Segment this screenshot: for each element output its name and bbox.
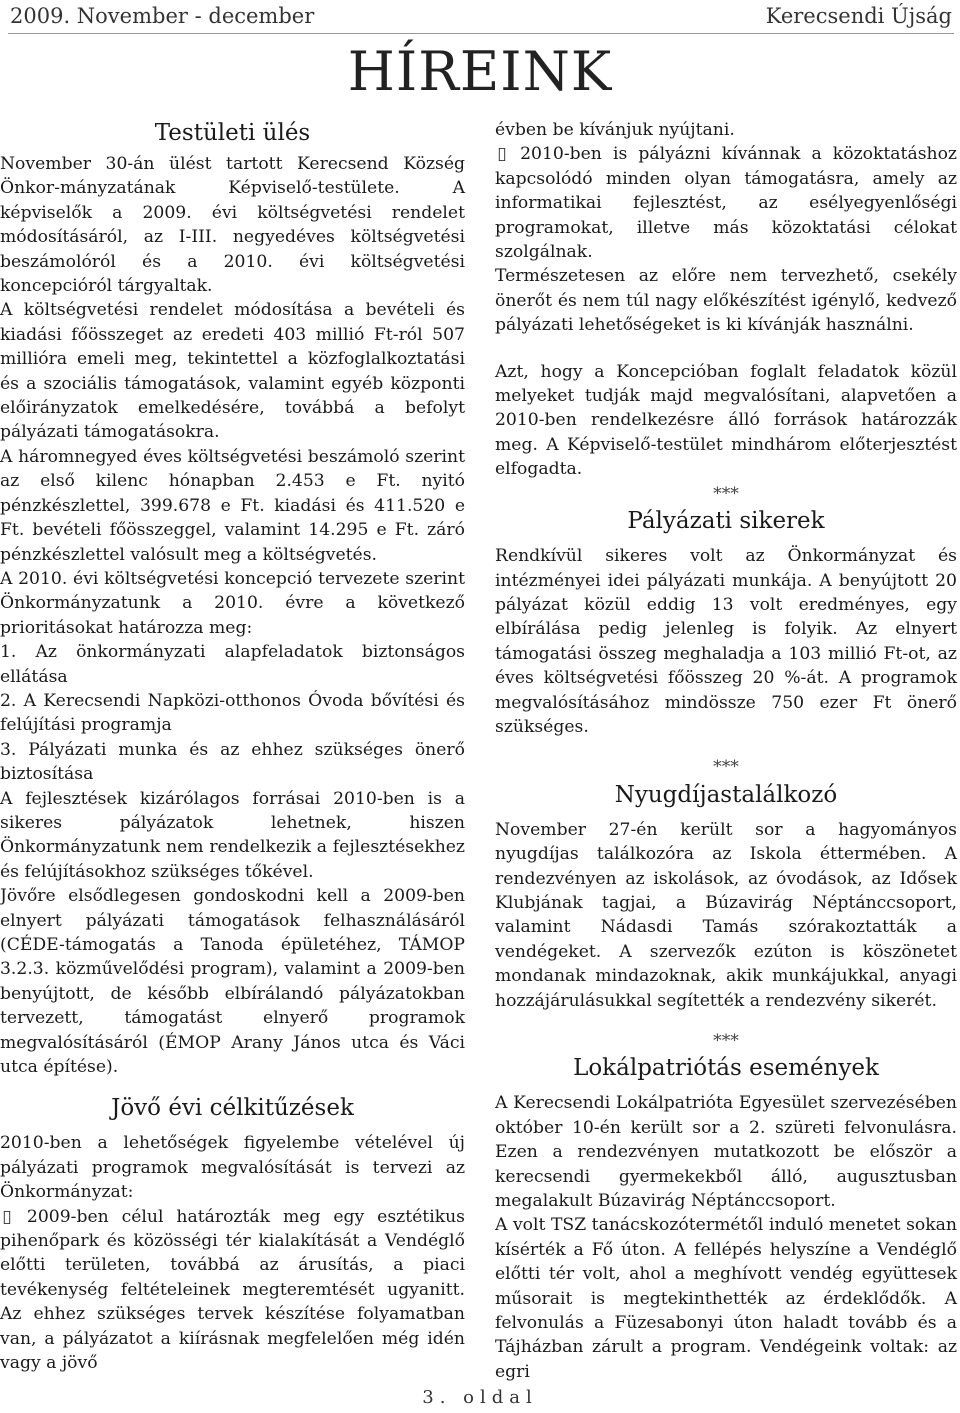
paragraph: évben be kívánjuk nyújtani. — [495, 120, 735, 140]
paragraph: A költségvetési rendelet módosítása a bevételi és kiadási főösszeget az eredeti 403 millió Ft-ról 507 millióra emeli meg, tekintettel a közfoglalkoztatási és a szociális támogatások, valamint egyéb központi előirányzatok emelkedésére, továbbá a befolyt pályázati támogatásokra. — [0, 300, 465, 443]
paragraph: A háromnegyed éves költségvetési beszámoló szerint az első kilenc hónapban 2.453 e Ft. nyitó pénzkészlettel, 399.678 e Ft. kiadási és 411.520 e Ft. bevételi főösszeggel, valamint 14.295 e Ft. záró pénzkészlettel valósult meg a költségvetés. — [0, 446, 465, 565]
paragraph: A volt TSZ tanácskozótermétől induló menetet sokan kísérték a Fő úton. A fellépés helyszíne a Vendéglő előtti tér volt, ahol a meghívott vendég együttesek műsorait is megtekinthették az érdeklődők. A felvonulás a Füzesabonyi úton haladt tovább és a Tájházban zárult a program. Vendégeink voltak: az egri — [495, 1215, 957, 1382]
paragraph: 2010-ben a lehetőségek figyelembe vételével új pályázati programok megvalósítását is tervezi az Önkormányzat: — [0, 1133, 465, 1203]
paragraph: A 2010. évi költségvetési koncepció tervezete szerint Önkormányzatunk a 2010. évre a következő prioritásokat határozza meg: — [0, 568, 465, 638]
priority-item-3: 3. Pályázati munka és az ehhez szükséges önerő biztosítása — [0, 739, 465, 785]
page-number: 3. oldal — [422, 1387, 538, 1408]
header-divider — [8, 33, 954, 34]
separator-stars: *** — [713, 1031, 739, 1051]
paragraph: Jövőre elsődlegesen gondoskodni kell a 2009-ben elnyert pályázati támogatások felhasználásáról (CÉDE-támogatás a Tanoda épületéhez, TÁMOP 3.2.3. közművelődési program), valamint a 2009-ben benyújtott, de később elbírálandó pályázatokban tervezett, támogatást elnyerő programok megvalósításáról (ÉMOP Arany János utca és Váci utca építése). — [0, 886, 465, 1078]
separator-stars: *** — [713, 757, 739, 778]
article-heading-palyazati-sikerek: Pályázati sikerek — [627, 508, 825, 535]
bullet-icon: ▯ — [2, 1206, 12, 1227]
article-heading-nyugdijastalalkozo: Nyugdíjastalálkozó — [614, 781, 838, 808]
bullet-paragraph: ▯ 2009-ben célul határozták meg egy esztétikus pihenőpark és közösségi tér kialakítását a Vendéglő előtti területen, továbbá az árusítás, a piaci tevékenység feltételeinek megteremtését ugyanitt. Az ehhez szükséges tervek készítése folyamatban van, a pályázatot a kiírásnak megfelelően még idén vagy a jövő — [0, 1206, 465, 1374]
issue-date: 2009. November - december — [10, 4, 315, 28]
paragraph: Azt, hogy a Koncepcióban foglalt feladatok közül melyeket tudják majd megvalósítani, alapvetően a 2010-ben rendelkezésre álló források határozzák meg. A Képviselő-testület mindhárom előterjesztést elfogadta. — [495, 361, 957, 480]
right-column — [495, 118, 957, 1384]
priority-item-2: 2. A Kerecsendi Napközi-otthonos Óvoda bővítési és felújítási programja — [0, 690, 465, 736]
paragraph: A fejlesztések kizárólagos forrásai 2010-ben is a sikeres pályázatok lehetnek, hiszen Önkormányzatunk nem rendelkezik a fejlesztésekhez és felújításokhoz szükséges tőkével. — [0, 788, 465, 882]
left-column — [0, 118, 465, 1376]
paragraph: Természetesen az előre nem tervezhető, csekély önerőt és nem túl nagy előkészítést igénylő, kedvező pályázati lehetőségeket is ki kívánják használni. — [495, 266, 957, 336]
paragraph: November 27-én került sor a hagyományos nyugdíjas találkozóra az Iskola éttermében. A rendezvényen az iskolások, az óvodások, az Idősek Klubjának tagjai, a Búzavirág Néptánccsoport, valamint Nádasdi Tamás szórakoztatták a vendégeket. A szervezők ezúton is köszönetet mondanak mindazoknak, akik munkájukkal, anyagi hozzájárulásukkal segítették a rendezvény sikerét. — [495, 819, 957, 1011]
bullet-icon: ▯ — [497, 144, 507, 165]
priority-item-1: 1. Az önkormányzati alapfeladatok biztonságos ellátása — [0, 642, 465, 687]
article-heading-testuleti-ules: Testületi ülés — [154, 120, 311, 146]
paragraph: November 30-án ülést tartott Kerecsend Község Önkor-mányzatának Képviselő-testülete. A képviselők a 2009. évi költségvetési rendelet módosításáról, az I-III. negyedéves költségvetési beszámolóról és a 2010. évi költségvetési koncepcióról tárgyaltak. — [0, 154, 465, 297]
paragraph: A Kerecsendi Lokálpatrióta Egyesület szervezésében október 10-én került sor a 2. szüreti felvonulásra. Ezen a rendezvényen mutatkozott be először a kerecsendi gyermekekből álló, augusztusban megalakult Búzavirág Néptánccsoport. — [495, 1093, 957, 1212]
publication-name: Kerecsendi Újság — [765, 4, 952, 28]
article-heading-lokalpatriotas-esemenyek: Lokálpatriótás események — [573, 1055, 879, 1082]
section-masthead: HÍREINK — [347, 40, 613, 103]
paragraph: Rendkívül sikeres volt az Önkormányzat és intézményei idei pályázati munkája. A benyújtott 20 pályázat közül eddig 13 volt eredményes, egy elbírálása pedig jelenleg is folyik. Az elnyert támogatási összeg meghaladja a 103 millió Ft-ot, az éves költségvetési főösszeg 20 %-át. A programok megvalósításához mindössze 750 ezer Ft önerő szükséges. — [495, 546, 957, 737]
bullet-paragraph: ▯ 2010-ben is pályázni kívánnak a közoktatáshoz kapcsolódó minden olyan támogatásra, amely az informatikai fejlesztést, az esélyegyenlőségi programokat, illetve más közoktatási célokat szolgálnak. — [495, 144, 957, 263]
article-heading-jovo-evi-celkituzesek: Jövő évi célkitűzések — [111, 1095, 354, 1122]
separator-stars: *** — [713, 483, 739, 504]
